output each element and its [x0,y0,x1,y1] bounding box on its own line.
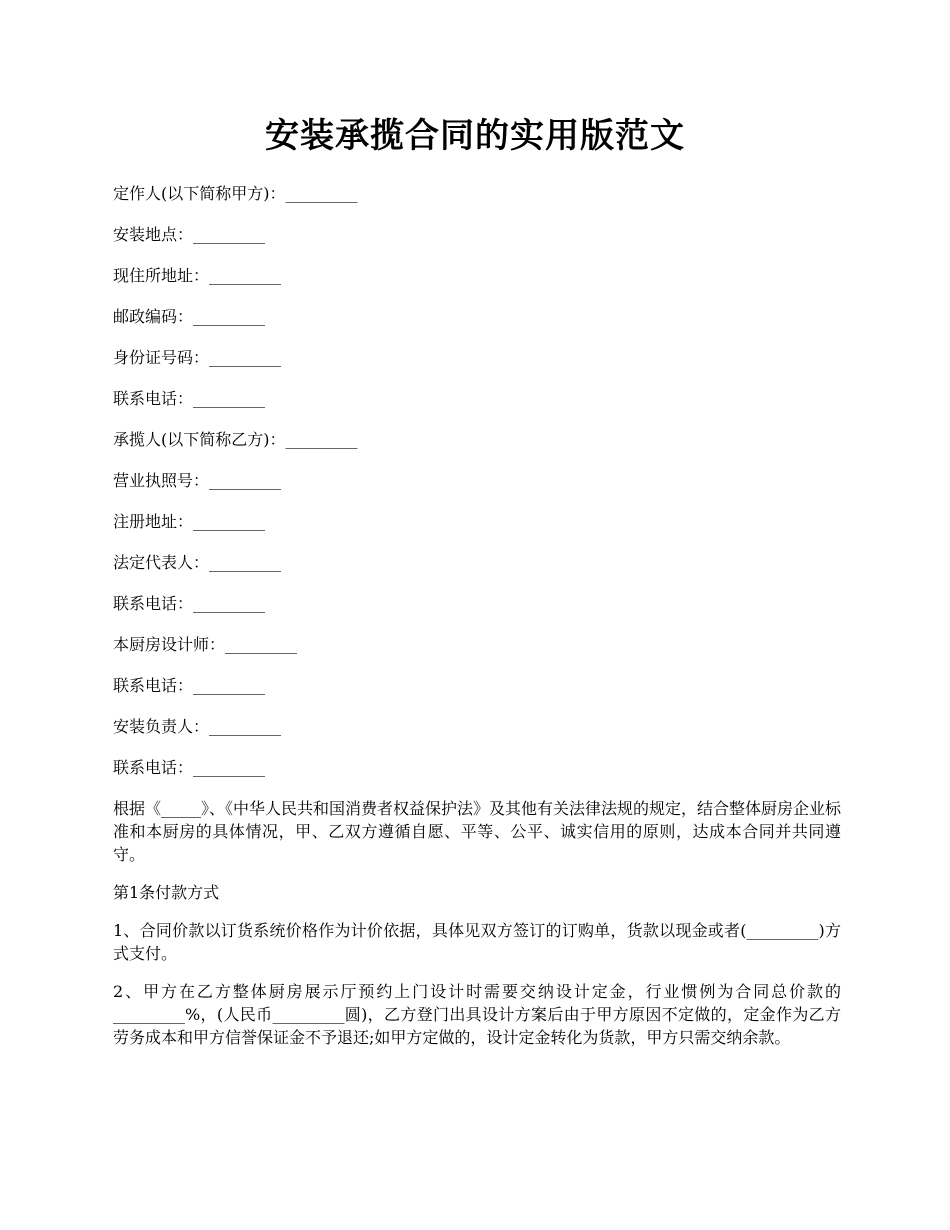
section-heading-payment: 第1条付款方式 [113,883,220,902]
field-manager-phone: 联系电话：_________ [113,758,266,777]
field-party-b-phone: 联系电话：_________ [113,594,266,613]
party-info-fields [113,180,843,795]
payment-clause-2: 2、甲方在乙方整体厨房展示厅预约上门设计时需要交纳设计定金，行业惯例为合同总价款的_________%，(人民币_________圆)，乙方登门出具设计方案后由于甲方原因不定做的，定金作为乙方劳务成本和甲方信誉保证金不予退还;如甲方定做的，设计定金转化为货款，甲方只需交纳余款。 [113,982,841,1047]
field-id-number: 身份证号码：_________ [113,348,282,367]
payment-clause-1: 1、合同价款以订货系统价格作为计价依据，具体见双方签订的订购单，货款以现金或者(_________)方式支付。 [113,921,841,963]
field-current-address: 现住所地址：_________ [113,266,282,285]
field-postal-code: 邮政编码：_________ [113,307,266,326]
field-orderer: 定作人(以下简称甲方)：_________ [113,184,358,203]
field-registered-address: 注册地址：_________ [113,512,266,531]
contract-body [113,797,841,1064]
field-install-manager: 安装负责人：_________ [113,717,282,736]
field-contractor: 承揽人(以下简称乙方)：_________ [113,430,358,449]
field-designer-phone: 联系电话：_________ [113,676,266,695]
preamble-paragraph: 根据《_____》、《中华人民共和国消费者权益保护法》及其他有关法律法规的规定，结合整体厨房企业标准和本厨房的具体情况，甲、乙双方遵循自愿、平等、公平、诚实信用的原则，达成本合同并共同遵守。 [113,799,842,864]
field-legal-representative: 法定代表人：_________ [113,553,282,572]
field-party-a-phone: 联系电话：_________ [113,389,266,408]
document-title: 安装承揽合同的实用版范文 [265,116,685,156]
field-kitchen-designer: 本厨房设计师：_________ [113,635,298,654]
field-business-license: 营业执照号：_________ [113,471,282,490]
field-install-location: 安装地点：_________ [113,225,266,244]
